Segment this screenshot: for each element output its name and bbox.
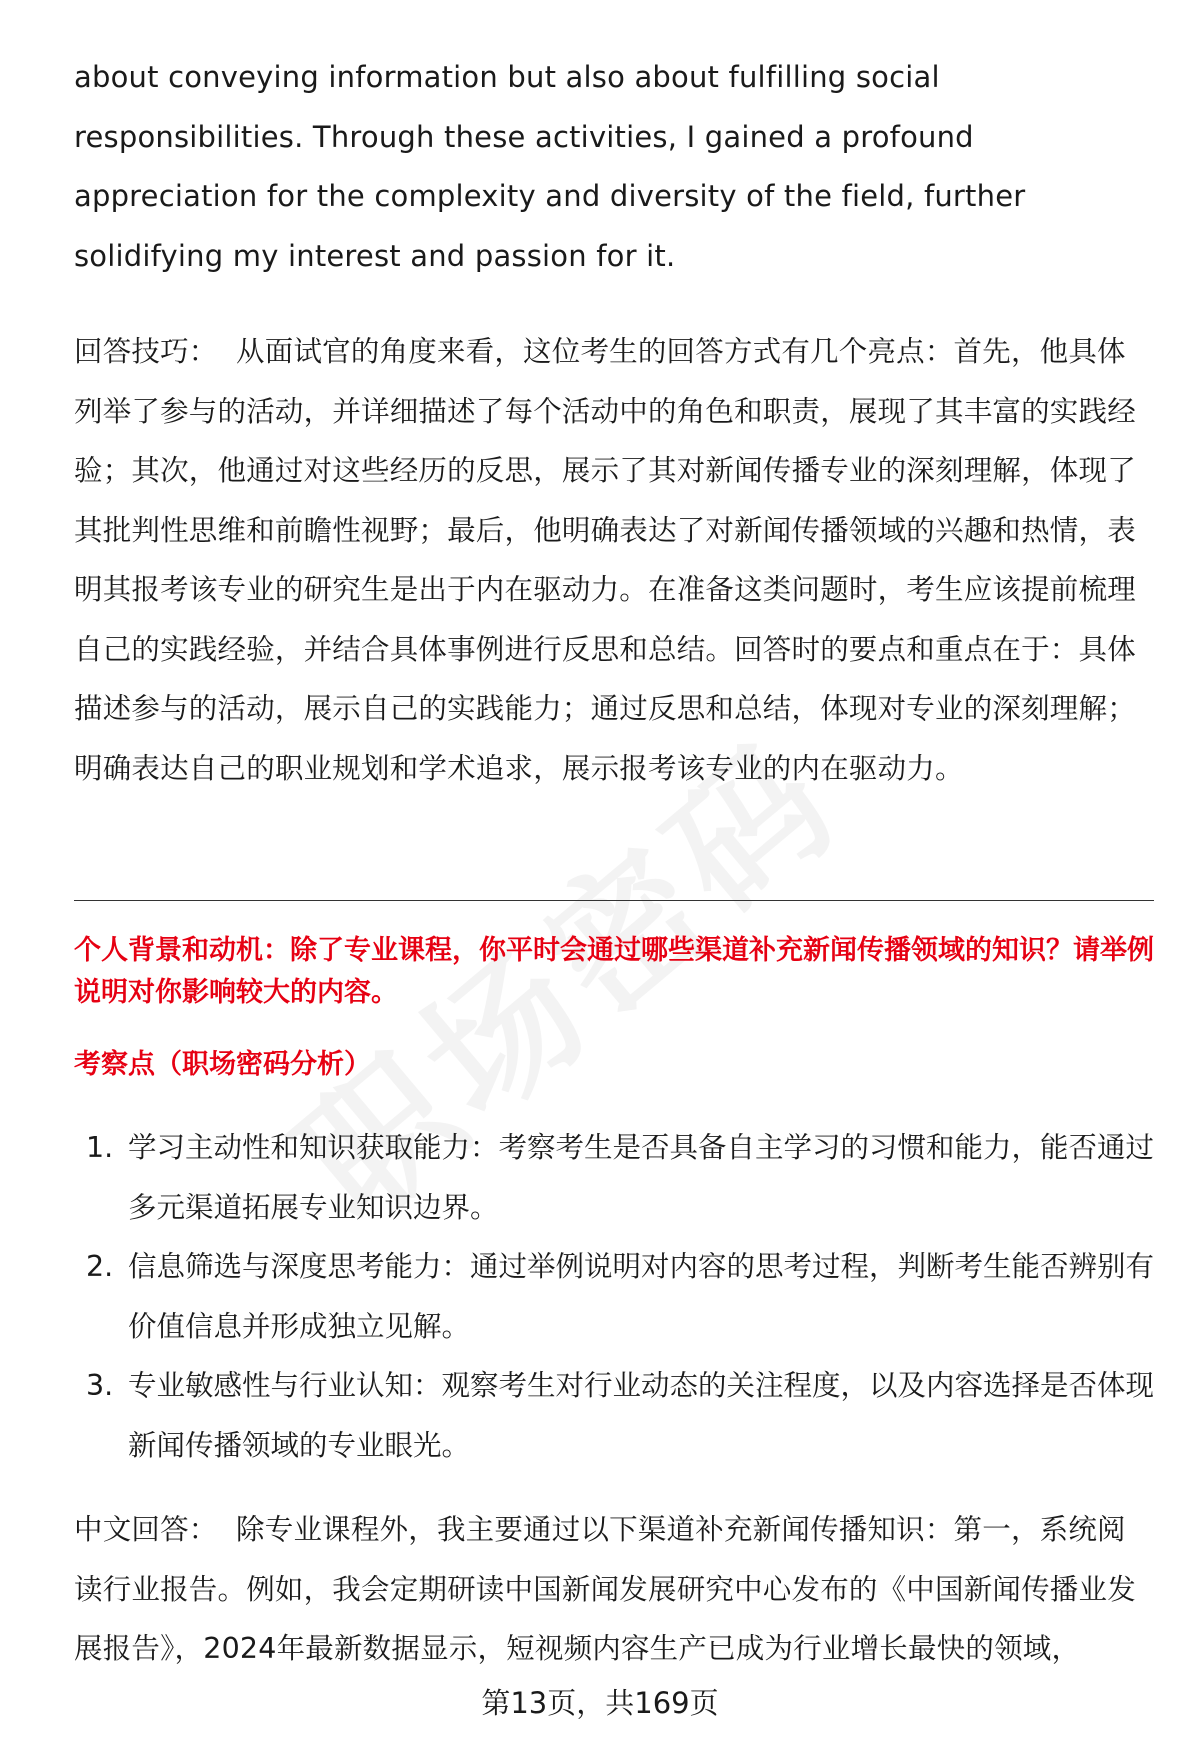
tips-text: 从面试官的角度来看，这位考生的回答方式有几个亮点：首先，他具体列举了参与的活动，并详细描述了每个活动中的角色和职责，展现了其丰富的实践经验；其次，他通过对这些经历的反思，展示了其对新闻传播专业的深刻理解，体现了其批判性思维和前瞻性视野；最后，他明确表达了对新闻传播领域的兴趣和热情，表明其报考该专业的研究生是出于内在驱动力。在准备这类问题时，考生应该提前梳理自己的实践经验，并结合具体事例进行反思和总结。回答时的要点和重点在于：具体描述参与的活动，展示自己的实践能力；通过反思和总结，体现对专业的深刻理解；明确表达自己的职业规划和学术追求，展示报考该专业的内在驱动力。 <box>74 335 1136 785</box>
list-item <box>74 1356 1154 1475</box>
answer-block <box>74 1500 1154 1679</box>
tips-label: 回答技巧： <box>74 335 218 368</box>
analysis-list <box>74 1118 1154 1475</box>
answer-text: 除专业课程外，我主要通过以下渠道补充新闻传播知识：第一，系统阅读行业报告。例如，我会定期研读中国新闻发展研究中心发布的《中国新闻传播业发展报告》，2024年最新数据显示，短视频内容生产已成为行业增长最快的领域， <box>74 1513 1136 1665</box>
list-text: 专业敏感性与行业认知：观察考生对行业动态的关注程度，以及内容选择是否体现新闻传播领域的专业眼光。 <box>128 1369 1155 1462</box>
tips-paragraph <box>74 322 1154 798</box>
list-text: 学习主动性和知识获取能力：考察考生是否具备自主学习的习惯和能力，能否通过多元渠道拓展专业知识边界。 <box>128 1131 1155 1224</box>
list-item <box>74 1118 1154 1237</box>
list-number: 2. <box>86 1250 114 1283</box>
answer-label: 中文回答： <box>74 1513 218 1546</box>
list-number: 1. <box>86 1131 114 1164</box>
question-heading: 个人背景和动机：除了专业课程，你平时会通过哪些渠道补充新闻传播领域的知识？请举例说明对你影响较大的内容。 <box>74 935 1154 1008</box>
intro-paragraph: about conveying information but also about fulfilling social responsibilities. Through these activities, I gained a profound appreciation for the complexity and diversity of the field, further solidifying my interest and passion for it. <box>74 60 1026 273</box>
page-body <box>74 48 1154 798</box>
section-divider <box>74 900 1154 901</box>
list-number: 3. <box>86 1369 114 1402</box>
answer-paragraph <box>74 1500 1154 1679</box>
analysis-heading: 考察点（职场密码分析） <box>74 1049 371 1080</box>
page-number: 第13页，共169页 <box>481 1686 719 1720</box>
list-text: 信息筛选与深度思考能力：通过举例说明对内容的思考过程，判断考生能否辨别有价值信息并形成独立见解。 <box>128 1250 1155 1343</box>
list-item <box>74 1237 1154 1356</box>
